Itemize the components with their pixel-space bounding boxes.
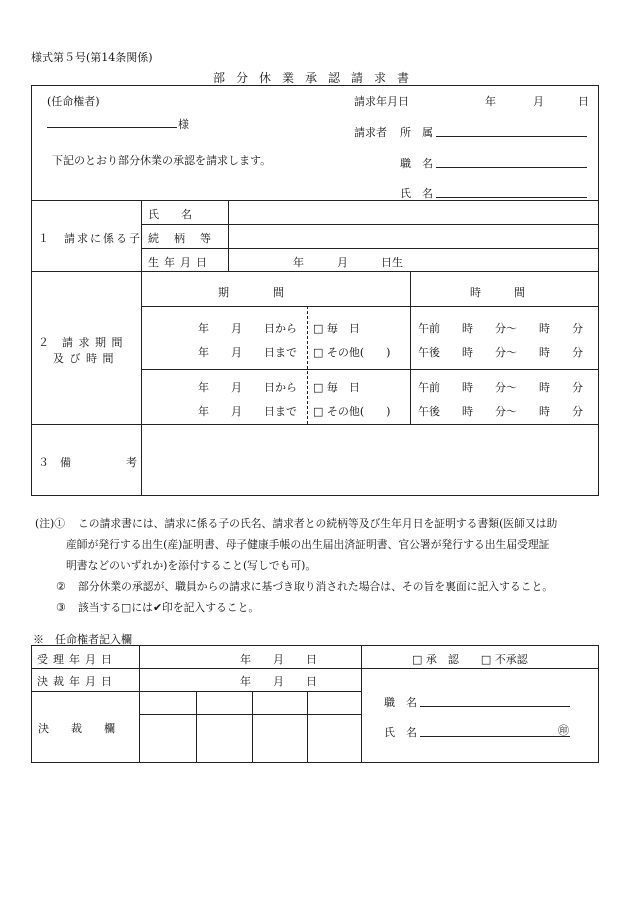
- form-title: 部分休業承認請求書: [213, 71, 421, 85]
- appointer-position-field[interactable]: [420, 706, 570, 707]
- appointer-label: (任命権者): [47, 95, 100, 108]
- name-label: 氏 名: [400, 187, 433, 200]
- sama-label: 様: [178, 118, 189, 131]
- period-row-1-check[interactable]: □ 毎 日: [313, 322, 360, 335]
- request-date-month: 月: [533, 95, 544, 108]
- note1-line1: この請求書には、請求に係る子の氏名、請求者との続柄等及び生年月日を証明する書類(医師又は助: [78, 517, 558, 530]
- period-row-2-date[interactable]: 年 月 日まで: [198, 346, 297, 359]
- decided-date-value[interactable]: 年 月 日: [240, 675, 317, 688]
- seal-mark: ㊞: [558, 724, 569, 737]
- period-row-2-check[interactable]: □ その他( ): [313, 346, 391, 359]
- time-header: 時 間: [470, 286, 525, 299]
- appointer-heading: ※ 任命権者記入欄: [33, 633, 132, 646]
- child-birth-value[interactable]: 年 月 日生: [293, 256, 403, 269]
- child-relation-label: 続 柄 等: [148, 232, 213, 245]
- position-label: 職 名: [400, 157, 433, 170]
- request-date-label: 請求年月日: [354, 95, 409, 108]
- section1-label: １ 請求に係る子: [38, 232, 142, 245]
- period-row-4-time[interactable]: 午後 時 分〜 時 分: [418, 405, 583, 418]
- position-field[interactable]: [436, 167, 587, 168]
- child-name-label: 氏 名: [148, 208, 192, 221]
- approval-options[interactable]: □ 承 認 □ 不承認: [412, 653, 528, 666]
- request-statement: 下記のとおり部分休業の承認を請求します。: [52, 154, 272, 167]
- request-date-year: 年: [485, 95, 496, 108]
- requester-label: 請求者: [354, 126, 387, 139]
- affiliation-label: 所 属: [400, 126, 433, 139]
- period-header: 期 間: [218, 286, 284, 299]
- section2-label-1: ２ 請 求 期 間: [38, 336, 124, 349]
- received-date-label: 受理年月日: [37, 653, 117, 666]
- note2-number: ②: [56, 580, 66, 593]
- period-row-4-check[interactable]: □ その他( ): [313, 405, 391, 418]
- period-row-2-time[interactable]: 午後 時 分〜 時 分: [418, 346, 583, 359]
- approval-column-label: 決 裁 欄: [38, 722, 115, 735]
- period-row-3-check[interactable]: □ 毎 日: [313, 381, 360, 394]
- note2: 部分休業の承認が、職員からの請求に基づき取り消された場合は、その旨を裏面に記入すること。: [78, 580, 554, 593]
- request-header-box: [31, 85, 599, 201]
- request-date-day: 日: [578, 95, 589, 108]
- note3-number: ③: [56, 601, 66, 614]
- note-prefix: (注)①: [35, 517, 66, 530]
- period-row-1-time[interactable]: 午前 時 分〜 時 分: [418, 322, 583, 335]
- note1-line2: 産師が発行する出生(産)証明書、母子健康手帳の出生届出済証明書、官公署が発行する出生届受理証: [66, 538, 550, 551]
- period-row-3-time[interactable]: 午前 時 分〜 時 分: [418, 381, 583, 394]
- appointer-name-line[interactable]: [47, 127, 177, 128]
- form-number: 様式第５号(第14条関係): [31, 51, 153, 64]
- section3-label: ３ 備 考: [38, 456, 137, 469]
- note1-line3: 明書などのいずれか)を添付すること(写しでも可)。: [66, 559, 317, 572]
- appointer-position-label: 職 名: [384, 696, 417, 709]
- appointer-name-field[interactable]: [420, 736, 570, 737]
- child-birth-label: 生年月日: [148, 256, 212, 269]
- period-row-1-date[interactable]: 年 月 日から: [198, 322, 297, 335]
- period-row-4-date[interactable]: 年 月 日まで: [198, 405, 297, 418]
- affiliation-field[interactable]: [436, 136, 587, 137]
- received-date-value[interactable]: 年 月 日: [240, 653, 317, 666]
- section2-label-2: 及 び 時 間: [53, 352, 115, 365]
- note3: 該当する□には✔印を記入すること。: [78, 601, 260, 614]
- name-field[interactable]: [436, 197, 587, 198]
- period-row-3-date[interactable]: 年 月 日から: [198, 381, 297, 394]
- appointer-name-label: 氏 名: [384, 726, 417, 739]
- decided-date-label: 決裁年月日: [37, 675, 117, 688]
